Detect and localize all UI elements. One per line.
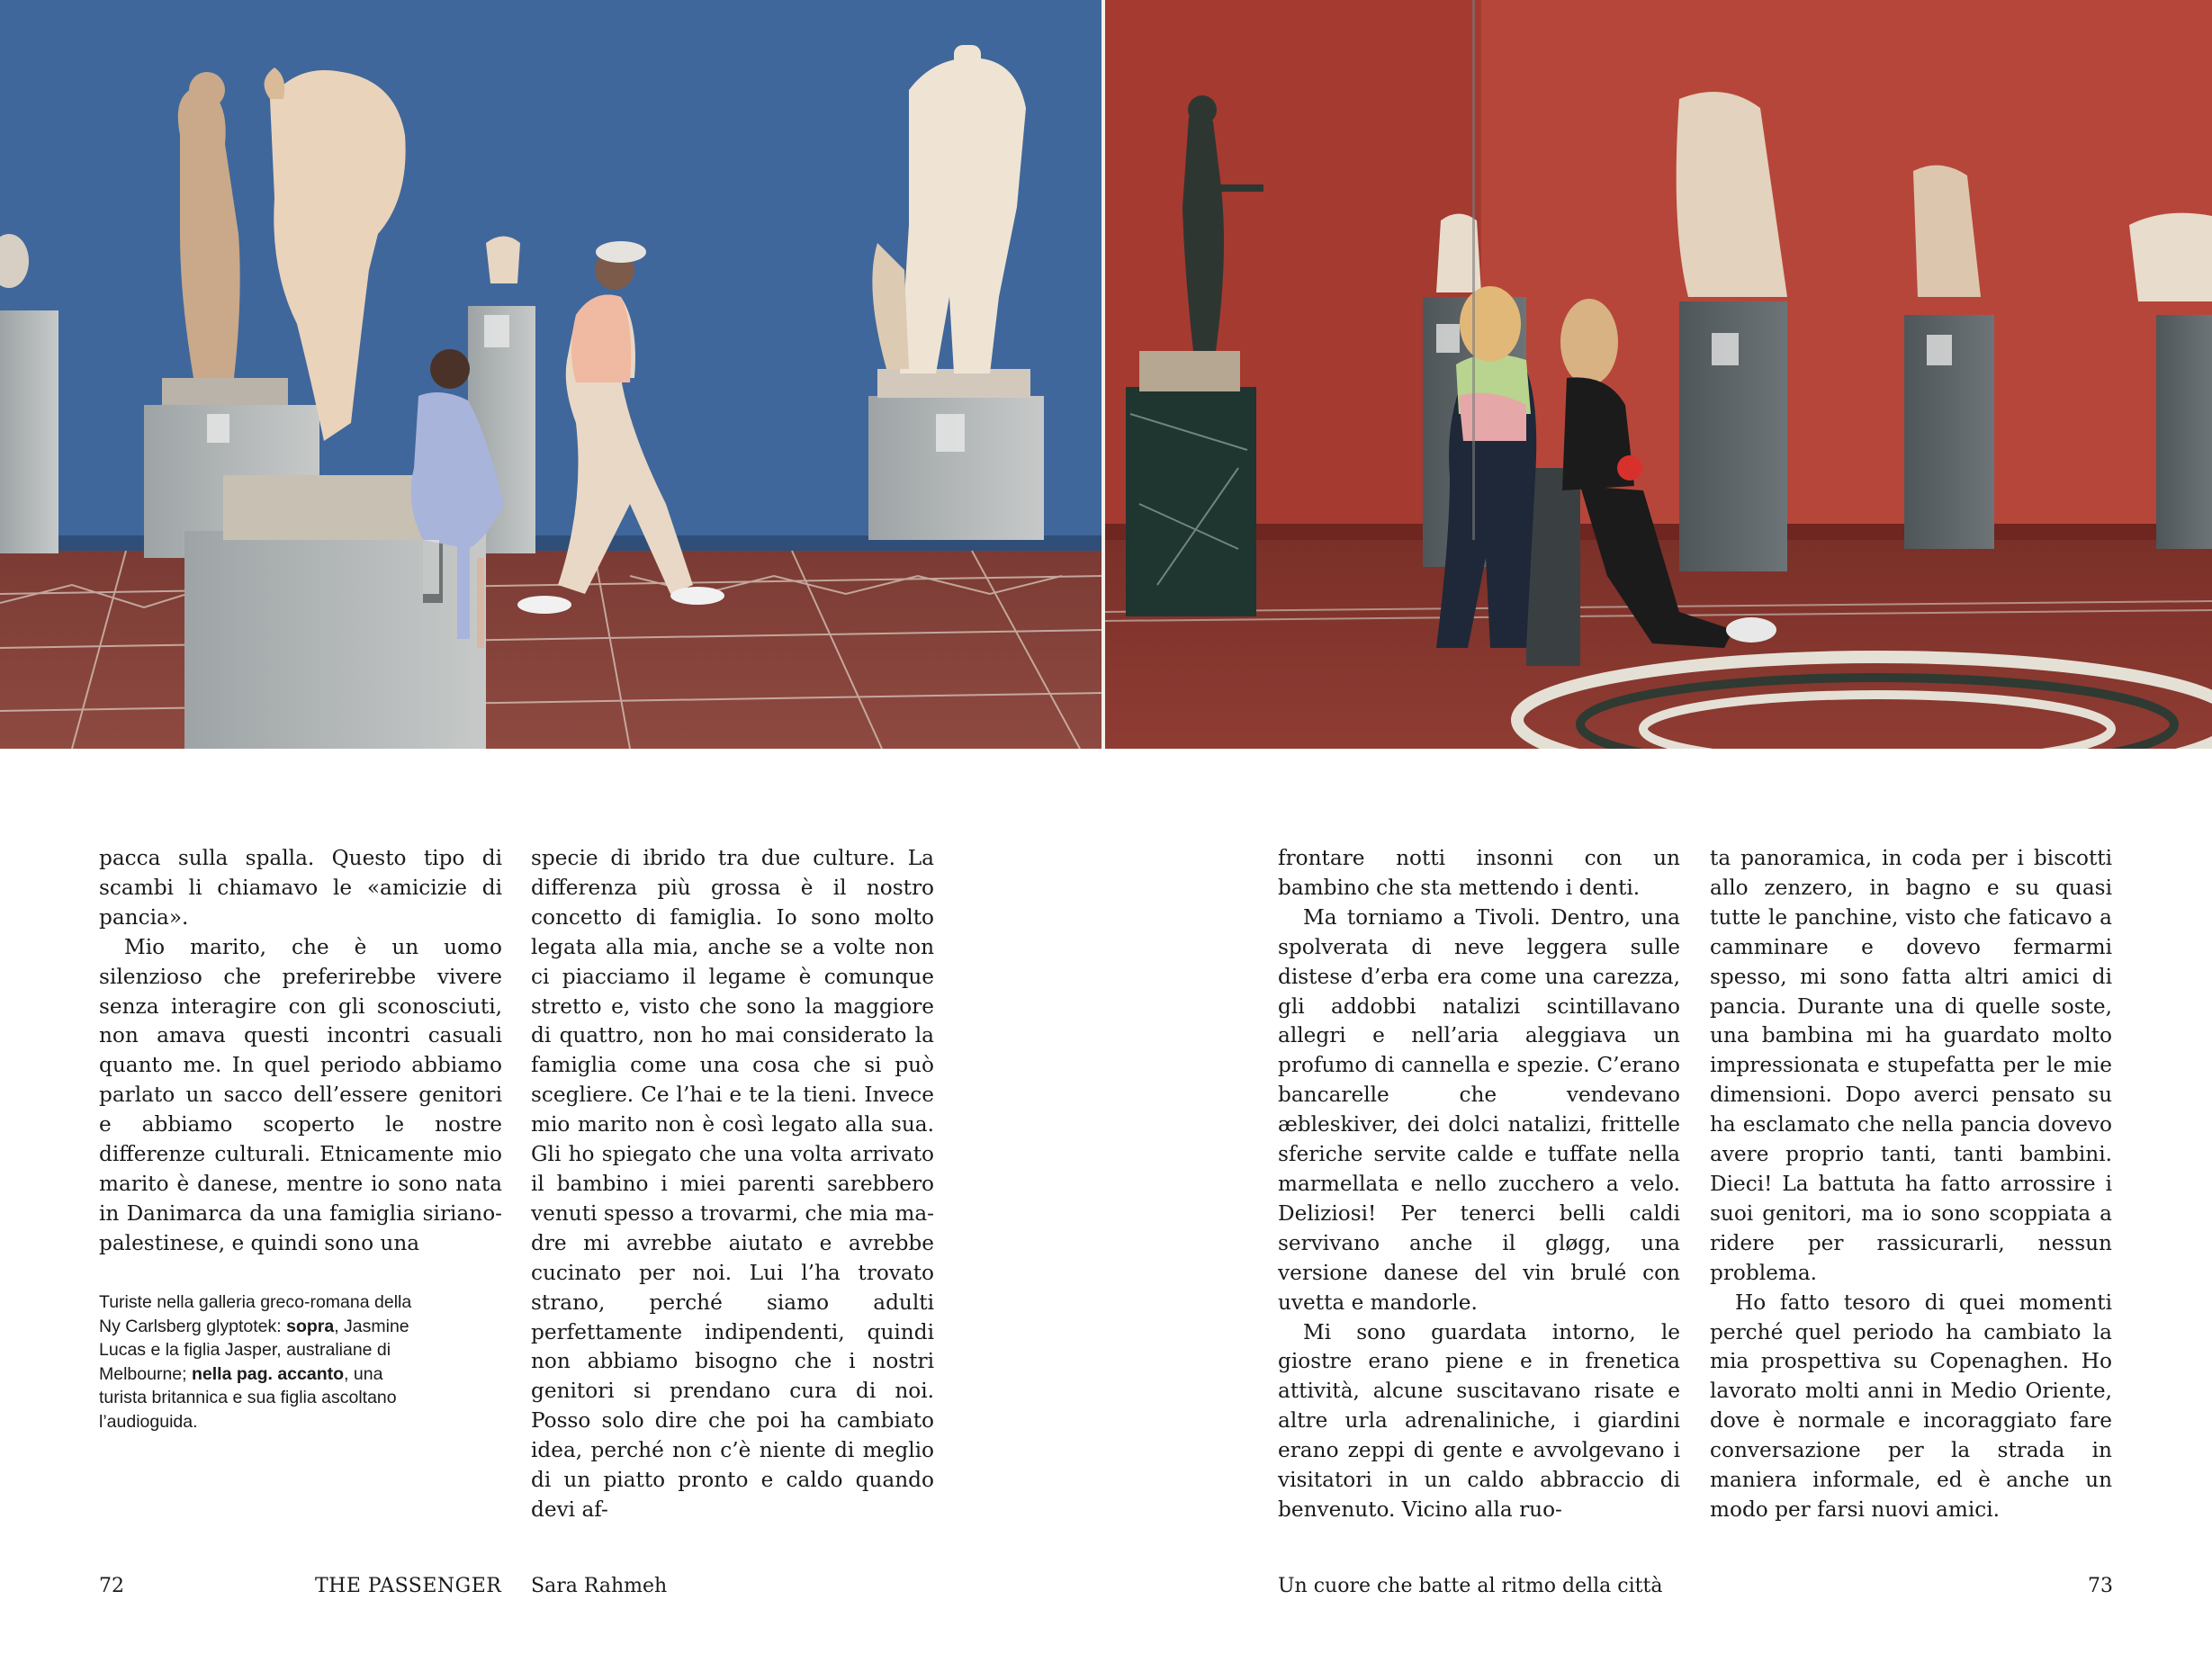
paragraph: specie di ibrido tra due culture. La differenza più grossa è il nostro concetto di famiglia. Io sono molto legata alla mia, anche se a volte non ci piacciamo il legame è comunque stretto e, visto che sono la maggiore di quattro, non ho mai considerato la famiglia come una cosa che si può scegliere. Ce l’hai e te la tieni. Invece mio marito non è così legato alla sua. Gli ho spiegato che una volta arrivato il bambino i miei parenti sarebbero venuti spesso a trovarmi, che mia madre mi avrebbe aiutato e avrebbe cucinato per noi. Lui l’ha trovato strano, perché siamo adulti perfettamente indipendenti, quindi non abbiamo bisogno che i nostri genitori si prendano cura di noi. Posso solo dire che poi ha cambiato idea, perché non c’è niente di meglio di un piatto pronto e caldo quando devi af- <box>531 846 934 1522</box>
magazine-name: THE PASSENGER <box>315 1575 502 1597</box>
page-number-right: 73 <box>2088 1575 2113 1597</box>
paragraph: Mio marito, che è un uomo silenzioso che preferirebbe vivere senza interagire con gli sconosciuti, non amava questi incontri casuali quanto me. In quel periodo abbiamo parlato un sacco dell’essere genitori e abbiamo scoperto le nostre differenze culturali. Etnicamente mio marito è danese, mentre io sono nata in Danimarca da una famiglia siriano-palestinese, e quindi sono una <box>99 934 502 1255</box>
page-number-left: 72 <box>99 1575 124 1597</box>
paragraph: frontare notti insonni con un bambino che sta mettendo i denti. <box>1278 846 1680 900</box>
photo-caption <box>99 1290 414 1434</box>
caption-bold: sopra <box>286 1316 335 1336</box>
blue-gallery-photo <box>0 0 1103 749</box>
paragraph: Ho fatto tesoro di quei momenti perché quel periodo ha cambiato la mia prospettiva su Copenaghen. Ho lavorato molti anni in Medio Oriente, dove è normale e incoraggiato fare conversazione per la strada in maniera informale, ed è anche un modo per farsi nuovi amici. <box>1710 1290 2112 1522</box>
photo-divider <box>1102 0 1105 749</box>
paragraph: Mi sono guardata intorno, le giostre erano piene e in frenetica attività, alcune suscitavano risate e altre urla adrenaliniche, i giardini erano zeppi di gente e avvolgevano i visitatori in un caldo abbraccio di benvenuto. Vicino alla ruo- <box>1278 1319 1680 1522</box>
text-column-1 <box>99 844 502 1259</box>
paragraph: Ma torniamo a Tivoli. Dentro, una spolverata di neve leggera sulle distese d’erba era come una carezza, gli addobbi natalizi scintillavano allegri e nell’aria aleggiava un profumo di cannella e spezie. C’erano bancarelle che vendevano æbleskiver, dei dolci natalizi, frittelle sferiche servite calde e tuffate nella marmellata e nello zucchero a velo. Deliziosi! Per tenerci belli caldi servivano anche il gløgg, una versione danese del vin brulé con uvetta e mandorle. <box>1278 904 1680 1315</box>
caption-text: , Jasmine Lucas e la figlia Jasper, australiane di Melbourne; <box>99 1316 409 1384</box>
red-gallery-illustration <box>1103 0 2212 749</box>
blue-gallery-illustration <box>0 0 1103 749</box>
text-column-4 <box>1710 844 2112 1525</box>
text-column-3 <box>1278 844 1680 1525</box>
paragraph: ta panoramica, in coda per i biscotti allo zenzero, in bagno e su quasi tutte le panchine, visto che faticavo a camminare e dovevo fermarmi spesso, mi sono fatta altri amici di pancia. Durante una di quelle soste, una bambina mi ha guardato molto impressionata e stupefatta per le mie dimensioni. Dopo averci pensato su ha esclamato che nella pancia dovevo avere proprio tanti, tanti bambini. Dieci! La battuta ha fatto arrossire i suoi genitori, ma io sono scoppiata a ridere per rassicurarli, nessun problema. <box>1710 846 2112 1285</box>
caption-bold: nella pag. accanto <box>191 1363 345 1384</box>
text-column-2 <box>531 844 934 1525</box>
caption-text: Turiste nella galleria greco-romana della Ny Carlsberg glyptotek: <box>99 1292 412 1336</box>
red-gallery-photo <box>1103 0 2212 749</box>
running-title: Un cuore che batte al ritmo della città <box>1278 1575 1663 1597</box>
paragraph: pacca sulla spalla. Questo tipo di scambi li chiamavo le «amicizie di pancia». <box>99 846 502 930</box>
caption-text: , una turista britannica e sua figlia ascoltano l’audioguida. <box>99 1363 397 1432</box>
author-name: Sara Rahmeh <box>531 1575 668 1597</box>
